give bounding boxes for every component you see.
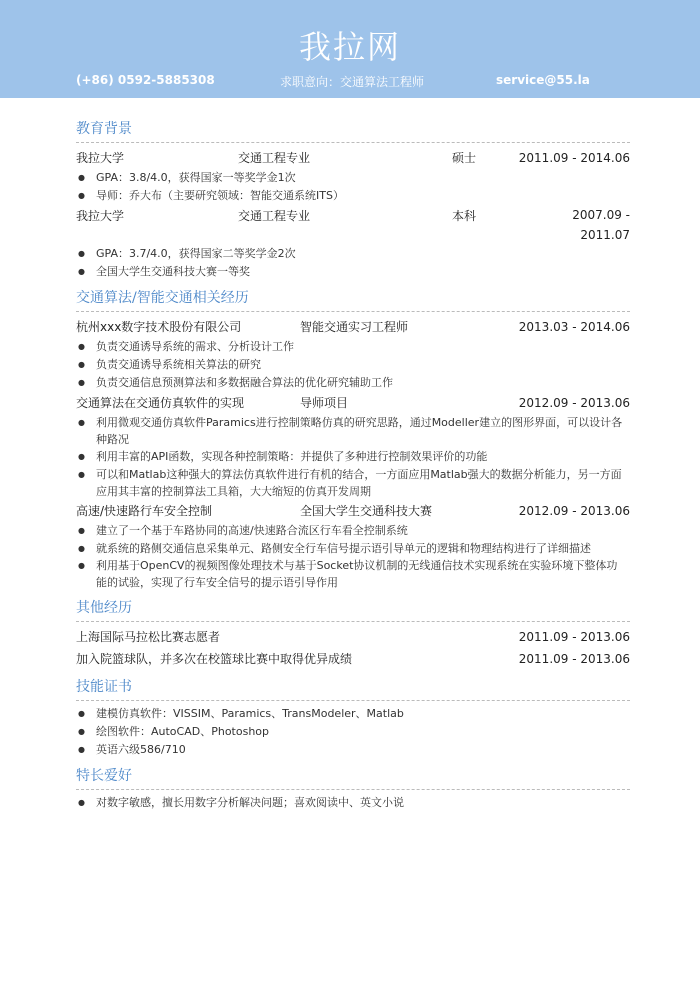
job-intent: 求职意向：交通算法工程师 bbox=[280, 75, 425, 89]
bullet-list bbox=[76, 169, 630, 205]
section-title-experience: 交通算法/智能交通相关经历 bbox=[76, 281, 630, 312]
other-entry bbox=[76, 626, 630, 648]
bullet-list bbox=[76, 414, 630, 500]
list-item: ● 负责交通信息预测算法和多数据融合算法的优化研究辅助工作 bbox=[96, 374, 630, 392]
list-item: ● 利用微观交通仿真软件Paramics进行控制策略仿真的研究思路，通过Modeller建立的图形界面，可以设计各种路况 bbox=[96, 414, 630, 448]
list-item: ● 导师：乔大布（主要研究领域：智能交通系统ITS） bbox=[96, 187, 630, 205]
list-item: ● 利用基于OpenCV的视频图像处理技术与基于Socket协议机制的无线通信技术实现系统在实验环境下整体功能的试验，实现了行车安全信号的提示语引导作用 bbox=[96, 557, 630, 591]
candidate-name: 我拉网 bbox=[298, 28, 401, 66]
education-entry bbox=[76, 205, 630, 245]
list-item: ● 负责交通诱导系统的需求、分析设计工作 bbox=[96, 338, 630, 356]
date-range: 2013.03 - 2014.06 bbox=[518, 320, 630, 334]
list-item: ● GPA：3.7/4.0，获得国家二等奖学金2次 bbox=[96, 245, 630, 263]
date-range: 2012.09 - 2013.06 bbox=[518, 396, 630, 410]
organization: 杭州xxx数字技术股份有限公司 bbox=[76, 320, 242, 334]
major: 交通工程专业 bbox=[238, 209, 311, 223]
role: 智能交通实习工程师 bbox=[300, 320, 409, 334]
role: 导师项目 bbox=[300, 396, 349, 410]
activity: 上海国际马拉松比赛志愿者 bbox=[76, 630, 221, 644]
other-entry bbox=[76, 648, 630, 670]
date-range: 2011.09 - 2014.06 bbox=[518, 151, 630, 165]
experience-entry bbox=[76, 316, 630, 338]
section-title-skills: 技能证书 bbox=[76, 670, 630, 701]
organization: 交通算法在交通仿真软件的实现 bbox=[76, 396, 245, 410]
bullet-list bbox=[76, 705, 630, 759]
bullet-list bbox=[76, 245, 630, 281]
experience-entry bbox=[76, 500, 630, 522]
list-item: ● 全国大学生交通科技大赛一等奖 bbox=[96, 263, 630, 281]
list-item: ● 可以和Matlab这种强大的算法仿真软件进行有机的结合，一方面应用Matlab强大的数据分析能力，另一方面应用其丰富的控制算法工具箱，大大缩短的仿真开发周期 bbox=[96, 466, 630, 500]
degree: 硕士 bbox=[452, 151, 477, 165]
phone-number: (+86) 0592-5885308 bbox=[76, 73, 215, 87]
date-range: 2012.09 - 2013.06 bbox=[518, 504, 630, 518]
date-range: 2007.09 - 2011.07 bbox=[572, 208, 630, 242]
list-item: ● 负责交通诱导系统相关算法的研究 bbox=[96, 356, 630, 374]
header-banner bbox=[0, 0, 700, 98]
email-address: service@55.la bbox=[496, 73, 590, 87]
date-range: 2011.09 - 2013.06 bbox=[518, 652, 630, 666]
role: 全国大学生交通科技大赛 bbox=[300, 504, 433, 518]
school-name: 我拉大学 bbox=[76, 209, 125, 223]
experience-entry bbox=[76, 392, 630, 414]
bullet-list bbox=[76, 794, 630, 812]
list-item: ● 就系统的路侧交通信息采集单元、路侧安全行车信号提示语引导单元的逻辑和物理结构进行了详细描述 bbox=[96, 540, 630, 557]
list-item: ● 英语六级586/710 bbox=[96, 741, 630, 759]
section-title-hobbies: 特长爱好 bbox=[76, 759, 630, 790]
major: 交通工程专业 bbox=[238, 151, 311, 165]
list-item: ● 利用丰富的API函数，实现各种控制策略：并提供了多种进行控制效果评价的功能 bbox=[96, 448, 630, 466]
section-title-other: 其他经历 bbox=[76, 591, 630, 622]
date-range: 2011.09 - 2013.06 bbox=[518, 630, 630, 644]
section-title-education: 教育背景 bbox=[76, 112, 630, 143]
list-item: ● 绘图软件：AutoCAD、Photoshop bbox=[96, 723, 630, 741]
school-name: 我拉大学 bbox=[76, 151, 125, 165]
bullet-list bbox=[76, 522, 630, 591]
list-item: ● GPA：3.8/4.0，获得国家一等奖学金1次 bbox=[96, 169, 630, 187]
bullet-list bbox=[76, 338, 630, 392]
list-item: ● 建模仿真软件：VISSIM、Paramics、TransModeler、Matlab bbox=[96, 705, 630, 723]
resume-body bbox=[76, 112, 630, 812]
education-entry bbox=[76, 147, 630, 169]
organization: 高速/快速路行车安全控制 bbox=[76, 504, 213, 518]
list-item: ● 建立了一个基于车路协同的高速/快速路合流区行车看全控制系统 bbox=[96, 522, 630, 540]
degree: 本科 bbox=[452, 209, 477, 223]
activity: 加入院篮球队，并多次在校篮球比赛中取得优异成绩 bbox=[76, 652, 353, 666]
list-item: ● 对数字敏感，擅长用数字分析解决问题；喜欢阅读中、英文小说 bbox=[96, 794, 630, 812]
